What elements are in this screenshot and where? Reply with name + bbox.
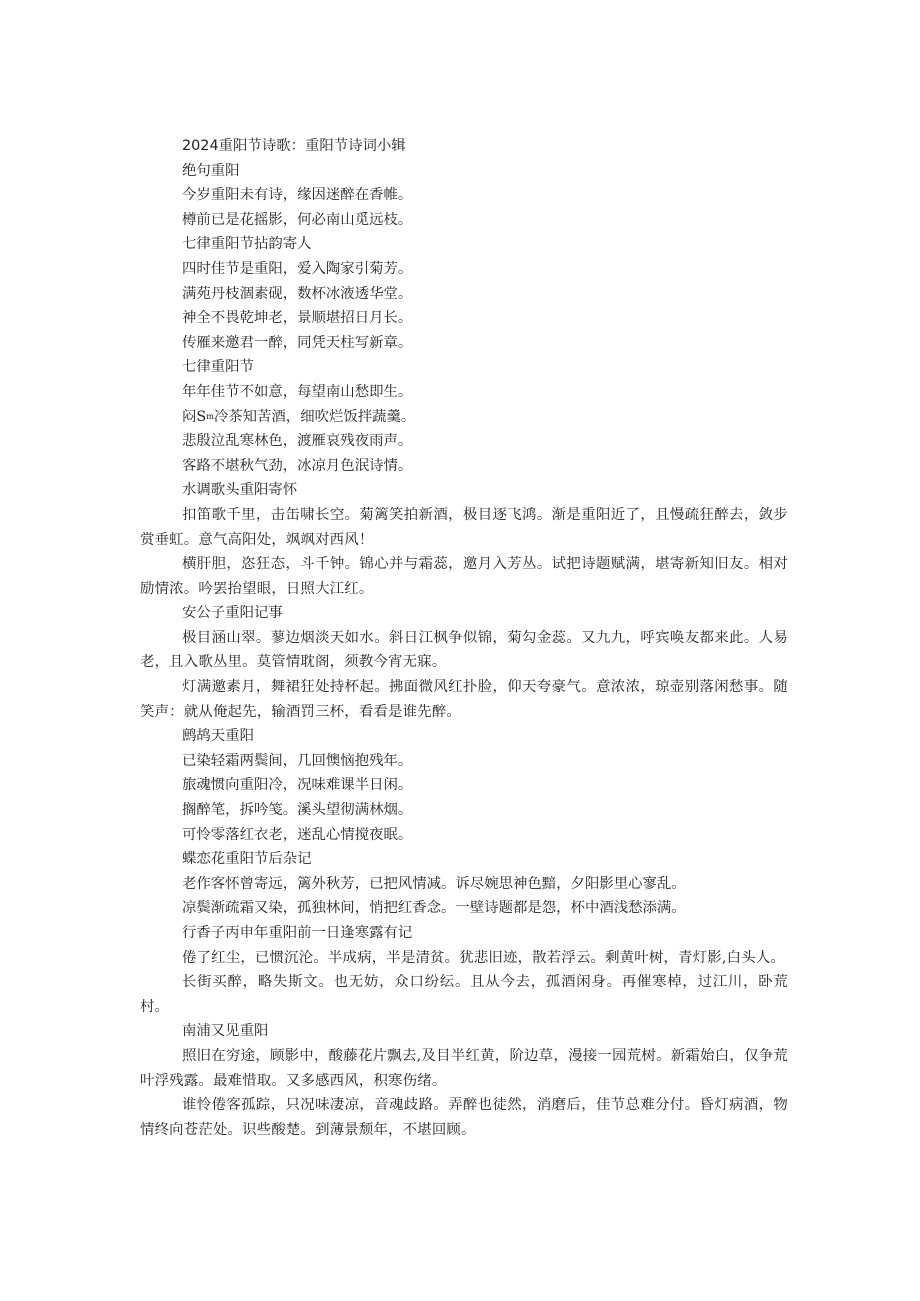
poem-paragraph: 照旧在穷途，顾影中，酸藤花片飘去,及目半红黄，阶边草，漫接一园荒树。新霜始白，仅争荒叶浮残露。最难惜取。又多感西风，积寒伤绪。	[140, 1047, 788, 1089]
garbled-rest: 冷茶知苦酒，细吹烂饭拌蔬羹。	[213, 408, 416, 425]
section-heading: 鹧鸪天重阳	[182, 728, 254, 745]
poem-line: 樽前已是花摇影，何必南山觅远枝。	[182, 211, 413, 228]
poem-paragraph: 谁怜倦客孤踪，只况味凄凉，音魂歧路。弄醉也徒然，消磨后，佳节总难分付。昏灯病酒，物情终向苍茫处。识些酸楚。到薄景颓年，不堪回顾。	[140, 1097, 788, 1138]
poem-line: 旅魂惯向重阳冷，况味难课半日闲。	[182, 777, 413, 794]
poem-line: 神全不畏乾坤老，景顺堪招日月长。	[182, 310, 413, 327]
garbled-prefix: 闷S	[182, 408, 207, 425]
section-heading: 蝶恋花重阳节后杂记	[182, 851, 312, 868]
poem-line: 传雁来邀君一醉，同凭天柱写新章。	[182, 334, 413, 351]
poem-line: 悲殷泣乱寒林色，渡雁哀残夜雨声。	[182, 433, 413, 450]
poem-line: 今岁重阳未有诗，缘因迷醉在香帷。	[182, 187, 413, 204]
poem-line: 搁醉笔，拆吟笺。溪头望彻满林烟。	[182, 802, 413, 819]
poem-line: 四时佳节是重阳，爱入陶家引菊芳。	[182, 260, 413, 277]
garbled-superscript: m	[206, 411, 214, 421]
section-heading: 七律重阳节拈韵寄人	[182, 236, 312, 253]
poem-paragraph: 横肝胆，恣狂态，斗千钟。锦心并与霜蕊，邀月入芳丛。试把诗题赋满，堪寄新知旧友。相对励情浓。吟罢抬望眼，日照大江红。	[140, 556, 788, 597]
section-heading: 南浦又见重阳	[182, 1023, 269, 1040]
poem-paragraph: 长街买醉，略失斯文。也无妨，众口纷纭。且从今去，孤酒闲身。再催寒棹，过江川，卧荒村。	[140, 974, 788, 1015]
document-title: 2024重阳节诗歌：重阳节诗词小辑	[182, 138, 406, 154]
poem-line: 可怜零落红衣老，迷乱心情搅夜眠。	[182, 826, 413, 843]
section-heading: 水调歌头重阳寄怀	[182, 482, 298, 499]
poem-line: 满苑丹枝涸素砚，数杯冰液透华堂。	[182, 285, 413, 302]
poem-line: 年年佳节不如意，每望南山愁即生。	[182, 383, 413, 400]
section-heading: 行香子丙申年重阳前一日逢寒露有记	[182, 925, 413, 941]
poem-line: 已染轻霜两鬓间，几回懊恼抱残年。	[182, 752, 413, 769]
poem-paragraph: 倦了红尘，已惯沉沦。半成病，半是清贫。犹悲旧迹，散若浮云。剩黄叶树，青灯影,白头人。	[182, 949, 785, 966]
poem-line: 凉鬓渐疏霜又染，孤独林间，悄把红香念。一壁诗题都是怨，杯中酒浅愁添满。	[182, 900, 686, 917]
section-heading: 七律重阳节	[182, 359, 254, 376]
poem-line: 客路不堪秋气劲，冰凉月色泯诗情。	[182, 457, 413, 474]
poem-paragraph: 扣笛歌千里，击缶啸长空。菊篱笑拍新酒，极目逐飞鸿。渐是重阳近了，且慢疏狂醉去，敛步赏垂虹。意气高阳处，飒飒对西风！	[140, 506, 788, 548]
poem-line-garbled	[140, 405, 788, 430]
section-heading: 安公子重阳记事	[182, 605, 283, 622]
document-page	[140, 134, 788, 1142]
poem-paragraph: 灯满邀素月，舞裙狂处持杯起。拂面微风红扑脸，仰天夸豪气。意浓浓，琼壶别落闲愁事。随笑声：就从俺起先，输酒罚三杯，看看是谁先醉。	[140, 679, 788, 720]
poem-line: 老作客怀曾寄远，篱外秋芳，已把风情减。诉尽婉思神色黯，夕阳影里心寥乱。	[182, 875, 686, 892]
poem-paragraph: 极目涵山翠。蓼边烟淡天如水。斜日江枫争似锦，菊勾金蕊。又九九，呼宾唤友都来此。人易老，且入歌丛里。莫管情耽阁，须教今宵无寐。	[140, 629, 788, 671]
section-heading: 绝句重阳	[182, 162, 240, 179]
